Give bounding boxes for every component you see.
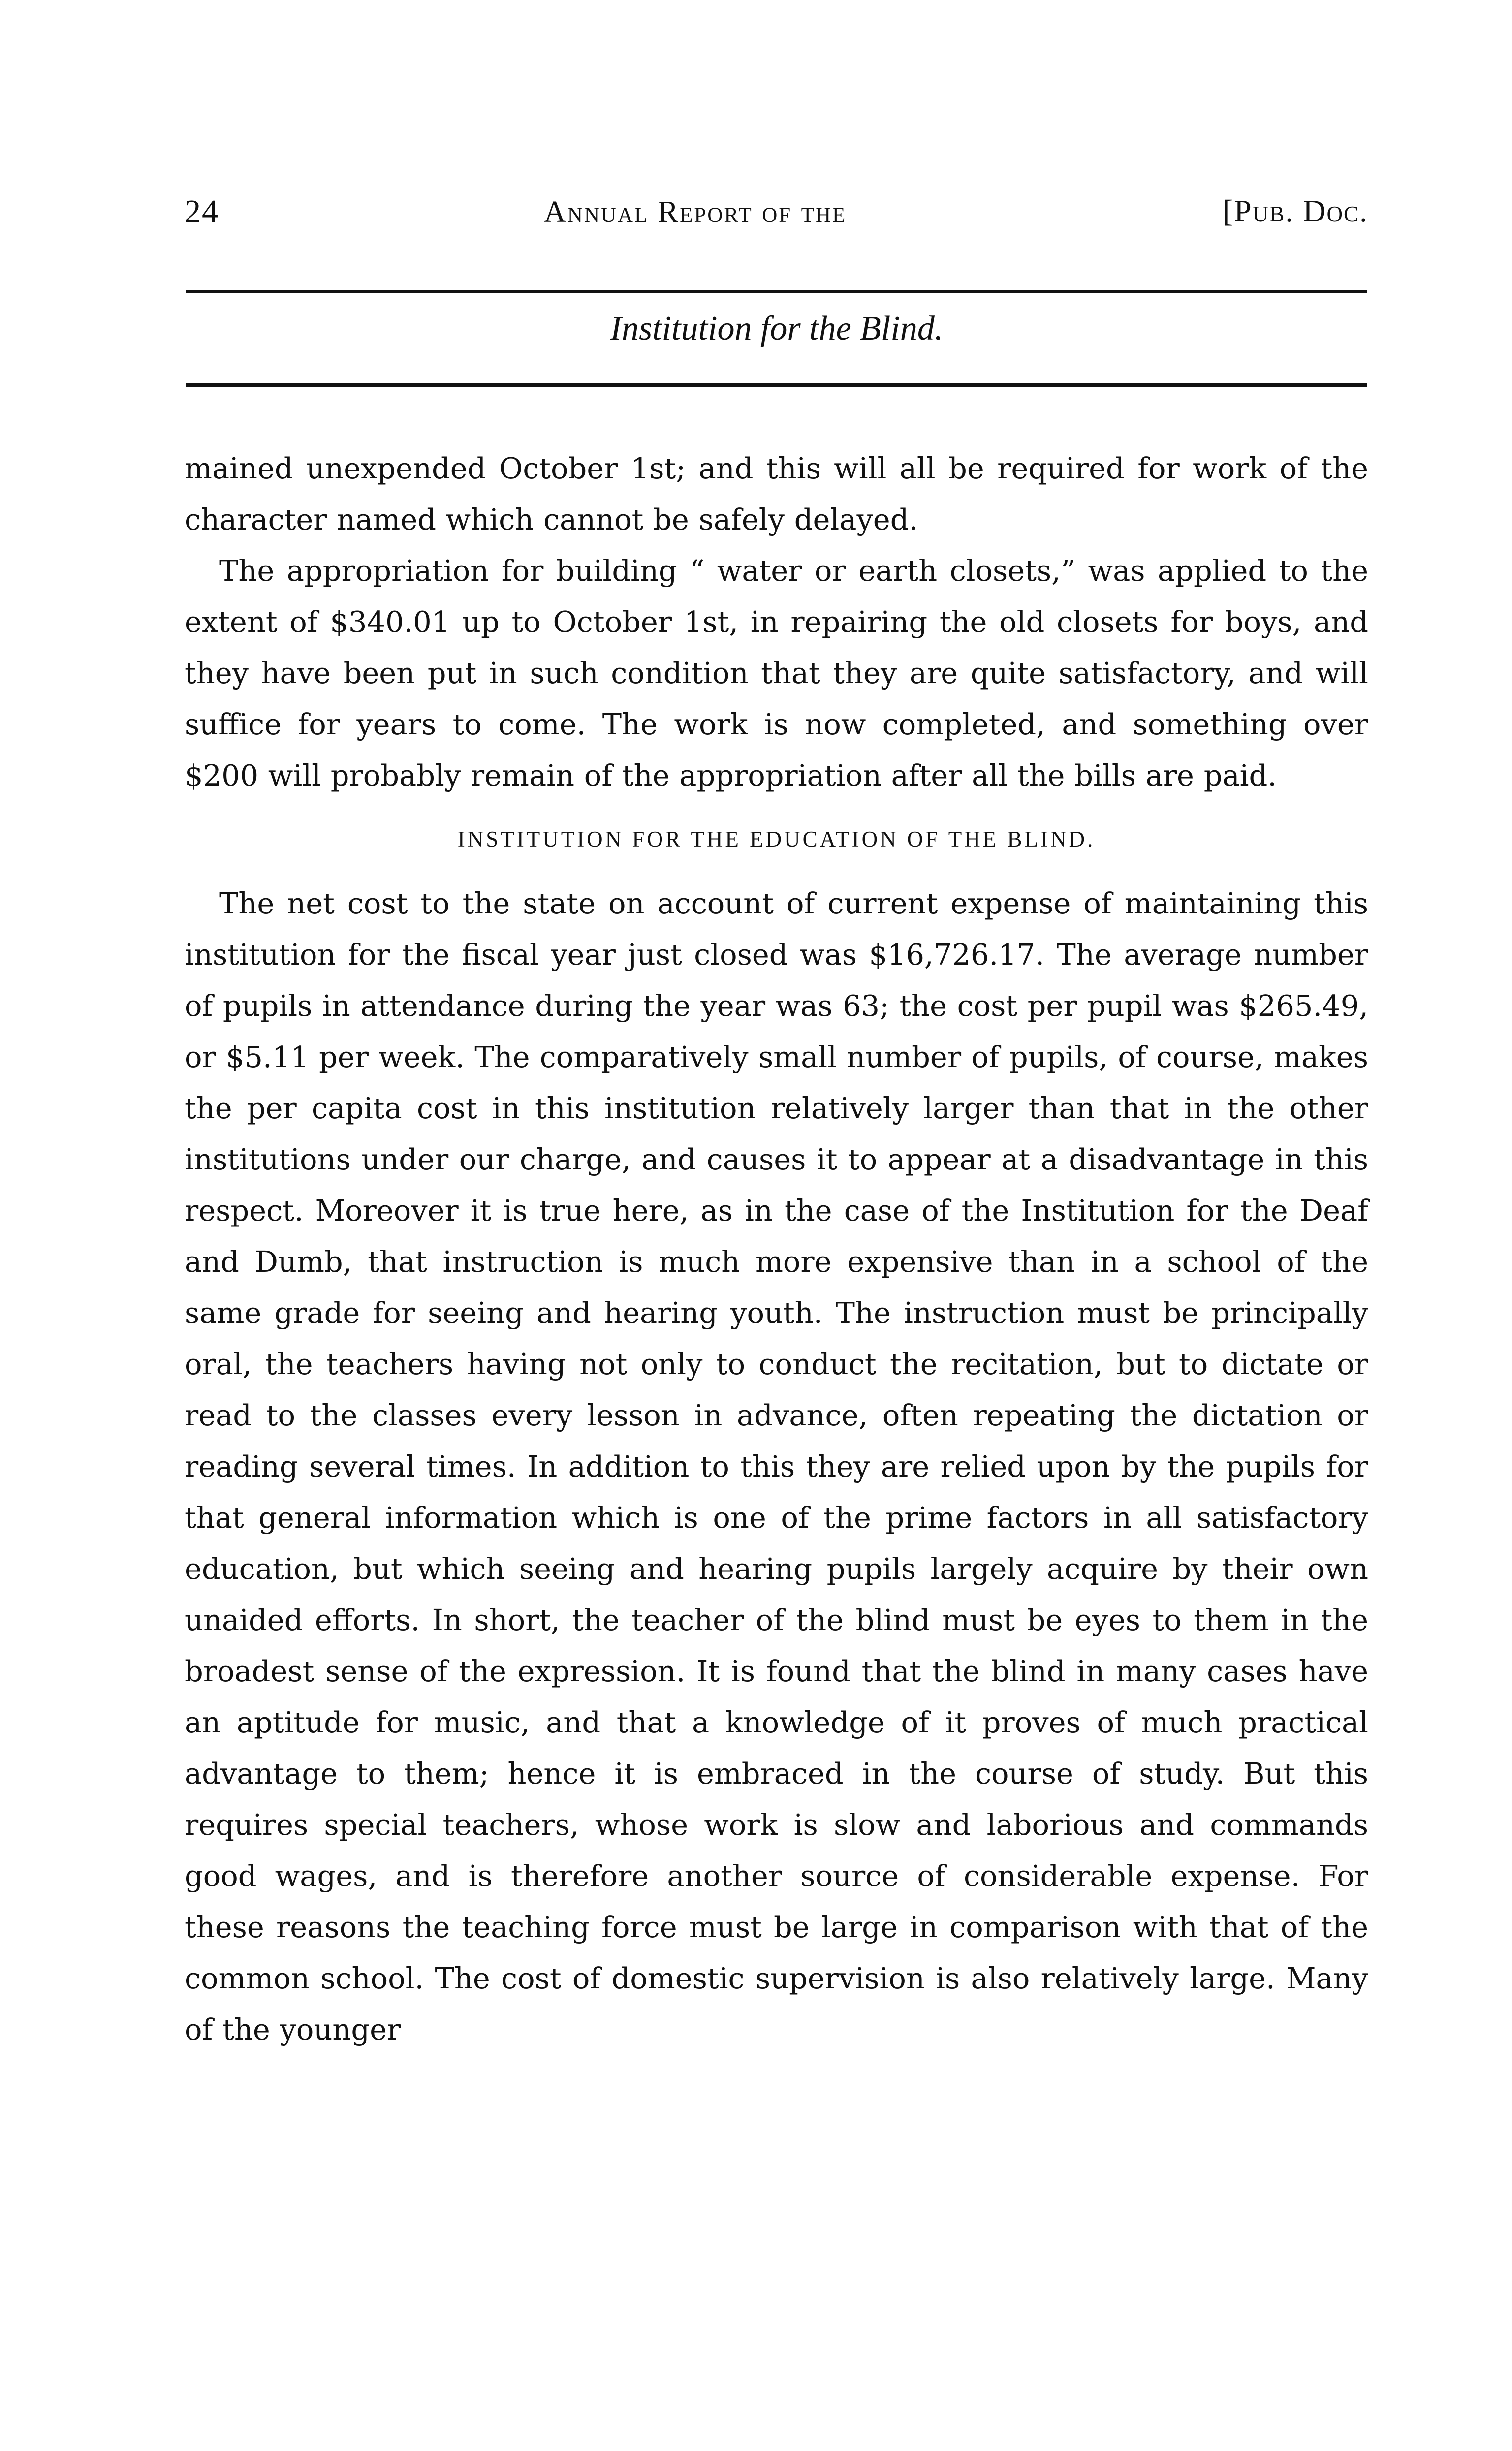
header-rule-bottom [186,383,1367,387]
page-number: 24 [185,193,219,229]
section-heading: INSTITUTION FOR THE EDUCATION OF THE BLIND. [457,827,1096,851]
body-text [185,443,1368,2055]
paragraph-closets: The appropriation for building “ water or earth closets,” was applied to the extent of $340.01 up to October 1st, in repairing the old closets for boys, and they have been put in such condition that they are quite satisfactory, and will suffice for years to come. The work is now completed, and something over $200 will probably remain of the appropriation after all the bills are paid. [185,554,1368,792]
header-rule-top [186,290,1367,293]
paragraph-blind-institution: The net cost to the state on account of current expense of maintaining this institution for the fiscal year just closed was $16,726.17. The average number of pupils in attendance during the year was 63; the cost per pupil was $265.49, or $5.11 per week. The comparatively small number of pupils, of course, makes the per capita cost in this institution relatively larger than that in the other institutions under our charge, and causes it to appear at a disadvantage in this respect. Moreover it is true here, as in the case of the Institution for the Deaf and Dumb, that instruction is much more expensive than in a school of the same grade for seeing and hearing youth. The instruction must be principally oral, the teachers having not only to conduct the recitation, but to dictate or read to the classes every lesson in advance, often repeating the dictation or reading several times. In addition to this they are relied upon by the pupils for that general information which is one of the prime factors in all satisfactory education, but which seeing and hearing pupils largely acquire by their own unaided efforts. In short, the teacher of the blind must be eyes to them in the broadest sense of the expression. It is found that the blind in many cases have an aptitude for music, and that a knowledge of it proves of much practical advantage to them; hence it is embraced in the course of study. But this requires special teachers, whose work is slow and laborious and commands good wages, and is therefore another source of considerable expense. For these reasons the teaching force must be large in comparison with that of the common school. The cost of domestic supervision is also relatively large. Many of the younger [185,886,1368,2046]
continued-paragraph: mained unexpended October 1st; and this will all be required for work of the character named which cannot be safely delayed. [185,451,1368,536]
document-type: [Pub. Doc. [1222,193,1368,228]
page-header [185,193,1368,242]
section-subheading: Institution for the Blind. [610,310,944,347]
running-title: Annual Report of the [544,195,847,229]
